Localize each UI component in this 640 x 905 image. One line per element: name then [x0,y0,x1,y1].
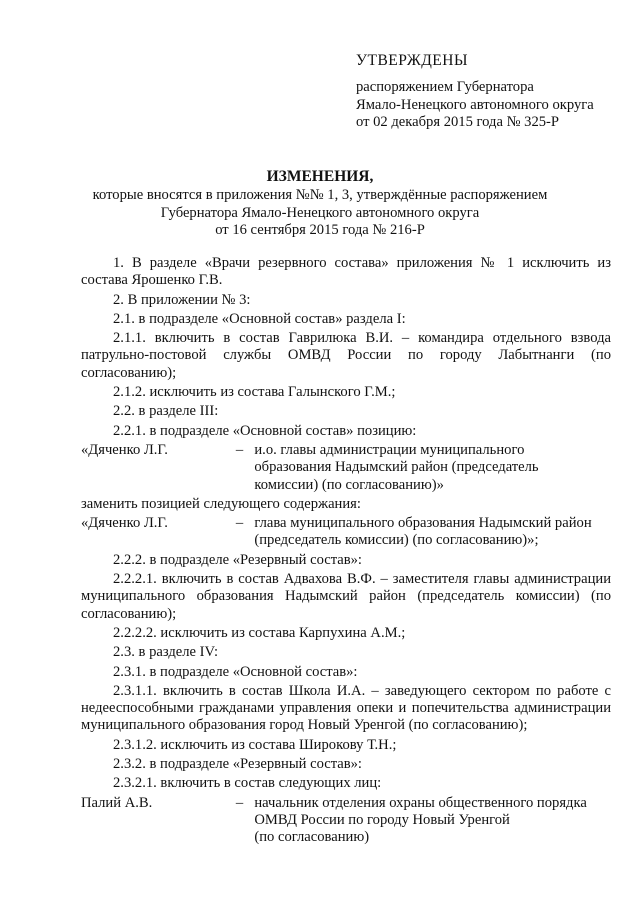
entry-description [254,515,611,550]
paragraph-2-2-2-2: 2.2.2.2. исключить из состава Карпухина А.М.; [113,624,406,641]
entry-description-line: ОМВД России по городу Новый Уренгой [254,811,510,828]
approval-heading: УТВЕРЖДЕНЫ [356,52,468,69]
paragraph-2-2-1: 2.2.1. в подразделе «Основной состав» позицию: [113,422,417,439]
document-subtitle-line-2: Губернатора Ямало-Ненецкого автономного округа [160,204,480,221]
entry-dash: – [235,515,244,532]
document-subtitle-line-3: от 16 сентября 2015 года № 216-Р [215,221,425,238]
entry-description-line: глава муниципального образования Надымский район [254,515,592,532]
position-entry-reserve [81,795,611,847]
approval-line-2: Ямало-Ненецкого автономного округа [356,96,594,113]
paragraph-2-3-1-1: 2.3.1.1. включить в состав Школа И.А. – заведующего сектором по работе с недееспособными гражданами управления опеки и попечительства администрации муниципального образования город Новый Уренгой (по согласованию); [81,682,611,734]
entry-description-line: и.о. главы администрации муниципального [254,441,525,458]
entry-description-line: (председатель комиссии) (по согласованию)»; [254,532,539,549]
paragraph-2-2-2-1: 2.2.2.1. включить в состав Адвахова В.Ф. – заместителя главы администрации муниципального образования Надымский район (председатель комиссии) (по согласованию); [81,571,611,622]
paragraph-1: 1. В разделе «Врачи резервного состава» приложения № 1 исключить из состава Ярошенко Г.В. [81,255,611,289]
paragraph-2-3-1: 2.3.1. в подразделе «Основной состав»: [113,663,358,680]
approval-block [356,52,626,131]
paragraph-2-2-2: 2.2.2. в подразделе «Резервный состав»: [113,551,362,568]
paragraph-2: 2. В приложении № 3: [113,291,251,308]
approval-line-1: распоряжением Губернатора [356,79,534,96]
entry-description [254,442,611,494]
position-entry-old [81,442,611,494]
entry-description-line: образования Надымский район (председатель [254,459,539,476]
paragraph-2-1-1: 2.1.1. включить в состав Гаврилюка В.И. – командира отдельного взвода патрульно-постовой службы ОМВД России по городу Лабытнанги (по согласованию); [81,330,611,381]
entry-person-name: «Дяченко Л.Г. [81,515,168,532]
entry-person-name: «Дяченко Л.Г. [81,441,168,458]
entry-description-line: начальник отделения охраны общественного порядка [254,794,587,811]
document-title: ИЗМЕНЕНИЯ, [266,168,374,185]
paragraph-2-3-2: 2.3.2. в подразделе «Резервный состав»: [113,756,362,773]
paragraph-2-1: 2.1. в подразделе «Основной состав» раздела I: [113,310,406,327]
paragraph-2-3-1-2: 2.3.1.2. исключить из состава Широкову Т.Н.; [113,736,397,753]
document-title-block [60,168,580,239]
position-entry-new [81,515,611,550]
paragraph-2-1-2: 2.1.2. исключить из состава Галынского Г.М.; [113,384,396,401]
approval-line-3: от 02 декабря 2015 года № 325-Р [356,113,560,130]
entry-dash: – [235,794,244,811]
paragraph-replace: заменить позицией следующего содержания: [81,495,361,512]
entry-description-line: (по согласованию) [254,829,370,846]
paragraph-2-2: 2.2. в разделе III: [113,403,219,420]
entry-dash: – [235,441,244,458]
entry-person-name: Палий А.В. [81,794,153,811]
entry-description-line: комиссии) (по согласованию)» [254,476,444,493]
entry-description [254,795,611,847]
paragraph-2-3-2-1: 2.3.2.1. включить в состав следующих лиц: [113,775,382,792]
paragraph-2-3: 2.3. в разделе IV: [113,644,219,661]
document-subtitle-line-1: которые вносятся в приложения №№ 1, 3, утверждённые распоряжением [92,187,548,204]
document-body [81,255,611,849]
